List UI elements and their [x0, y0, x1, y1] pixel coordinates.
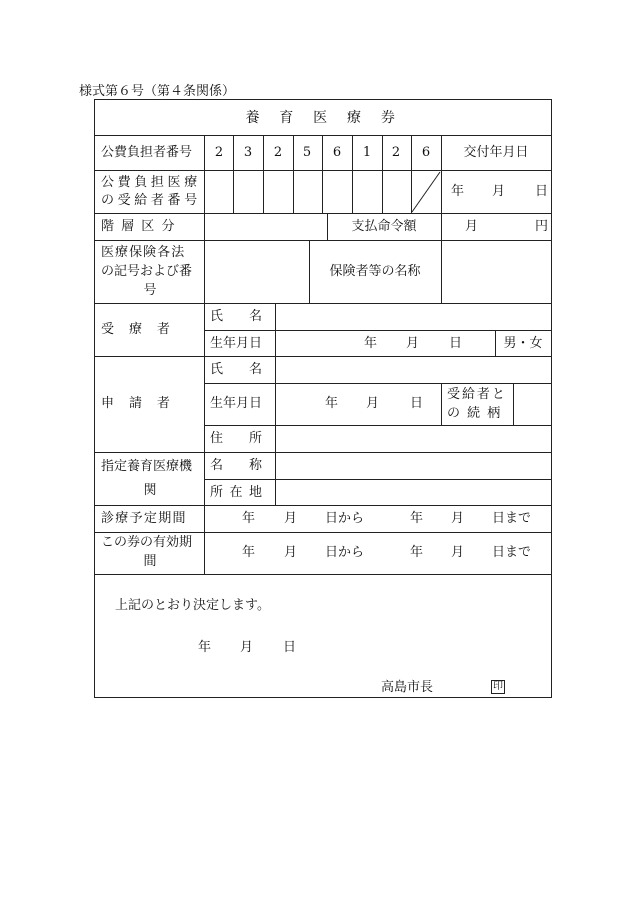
column-divider [513, 383, 514, 425]
applicant-label: 申請者 [101, 396, 185, 411]
row-divider [204, 425, 551, 426]
column-divider [327, 213, 328, 240]
column-divider [263, 135, 264, 213]
applicant-name-label: 氏名 [210, 362, 289, 377]
medical-voucher-form [94, 99, 552, 698]
validity-to-year: 年 [410, 545, 424, 560]
row-divider [95, 532, 551, 533]
patient-label: 受療者 [101, 322, 185, 337]
row-divider [95, 505, 551, 506]
applicant-dob-month: 月 [366, 396, 380, 411]
applicant-dob-year: 年 [325, 396, 339, 411]
insurer-name-label: 保険者等の名称 [329, 264, 421, 279]
treatment-period-label: 診療予定期間 [101, 511, 187, 526]
relation-label-line1: 受給者と [447, 387, 507, 402]
validity-from-year: 年 [242, 545, 256, 560]
burden-digit: 2 [273, 145, 283, 160]
issue-date-day: 日 [535, 184, 549, 199]
burden-digit: 1 [362, 145, 372, 160]
burden-digit: 2 [391, 145, 401, 160]
column-divider [382, 135, 383, 213]
treatment-to-year: 年 [410, 511, 424, 526]
column-divider [441, 213, 442, 240]
burden-digit: 6 [421, 145, 431, 160]
applicant-address-label: 住所 [210, 431, 289, 446]
column-divider [352, 135, 353, 213]
column-divider [233, 135, 234, 213]
burden-digit: 6 [332, 145, 342, 160]
treatment-from-day: 日から [325, 511, 365, 526]
form-title: 養 育 医 療 券 [245, 110, 403, 126]
issue-date-label: 交付年月日 [463, 145, 529, 160]
payment-yen: 円 [535, 219, 549, 234]
issue-date-year: 年 [451, 184, 465, 199]
official-seal-icon: 印 [493, 681, 503, 692]
treatment-from-year: 年 [242, 511, 256, 526]
recipient-number-label-line1: 公費負担医療 [101, 175, 201, 190]
column-divider [441, 240, 442, 303]
insurance-label-line1: 医療保険各法 [101, 245, 186, 260]
decision-day: 日 [283, 640, 297, 655]
row-divider [95, 170, 551, 171]
decision-month: 月 [240, 640, 254, 655]
row-divider [95, 574, 551, 575]
validity-from-day: 日から [325, 545, 365, 560]
column-divider [293, 135, 294, 213]
validity-to-month: 月 [451, 545, 465, 560]
patient-dob-label: 生年月日 [210, 336, 263, 351]
payment-month: 月 [465, 219, 479, 234]
row-divider [95, 356, 551, 357]
row-divider [95, 135, 551, 136]
treatment-from-month: 月 [284, 511, 298, 526]
decision-text: 上記のとおり決定します。 [115, 598, 270, 613]
treatment-to-day: 日まで [492, 511, 532, 526]
row-divider [204, 383, 551, 384]
row-divider [95, 240, 551, 241]
row-divider [95, 213, 551, 214]
payment-amount-label: 支払命令額 [351, 219, 417, 234]
row-divider [204, 479, 551, 480]
validity-from-month: 月 [284, 545, 298, 560]
patient-dob-day: 日 [449, 336, 463, 351]
applicant-dob-day: 日 [410, 396, 424, 411]
column-divider [495, 330, 496, 356]
insurance-label-line3: 号 [143, 283, 157, 298]
recipient-number-label-line2: の受給者番号 [101, 193, 201, 208]
validity-period-label-line1: この券の有効期 [101, 535, 193, 550]
patient-sex: 男・女 [503, 336, 543, 351]
applicant-dob-label: 生年月日 [210, 396, 263, 411]
burden-digit: 5 [302, 145, 312, 160]
validity-period-label-line2: 間 [143, 554, 157, 569]
institution-label-line1: 指定養育医療機 [101, 459, 193, 474]
class-label: 階層区分 [101, 219, 182, 234]
column-divider [322, 135, 323, 213]
patient-name-label: 氏名 [210, 309, 289, 324]
decision-year: 年 [198, 640, 212, 655]
public-burden-number-label: 公費負担者番号 [101, 145, 193, 160]
patient-dob-year: 年 [364, 336, 378, 351]
column-divider [441, 383, 442, 425]
diagonal-slash [411, 170, 442, 214]
patient-dob-month: 月 [406, 336, 420, 351]
institution-label-line2: 関 [143, 483, 157, 498]
relation-label-line2: の続柄 [447, 406, 508, 421]
column-divider [309, 240, 310, 303]
burden-digit: 3 [243, 145, 253, 160]
validity-to-day: 日まで [492, 545, 532, 560]
institution-location-label: 所在地 [210, 485, 269, 500]
mayor-title: 高島市長 [381, 680, 434, 695]
column-divider [204, 135, 205, 574]
row-divider [95, 452, 551, 453]
institution-name-label: 名称 [210, 458, 289, 473]
insurance-label-line2: の記号および番 [101, 264, 193, 279]
form-caption: 様式第６号（第４条関係） [79, 84, 236, 99]
issue-date-month: 月 [492, 184, 506, 199]
treatment-to-month: 月 [451, 511, 465, 526]
row-divider [95, 303, 551, 304]
burden-digit: 2 [214, 145, 224, 160]
row-divider [204, 330, 551, 331]
